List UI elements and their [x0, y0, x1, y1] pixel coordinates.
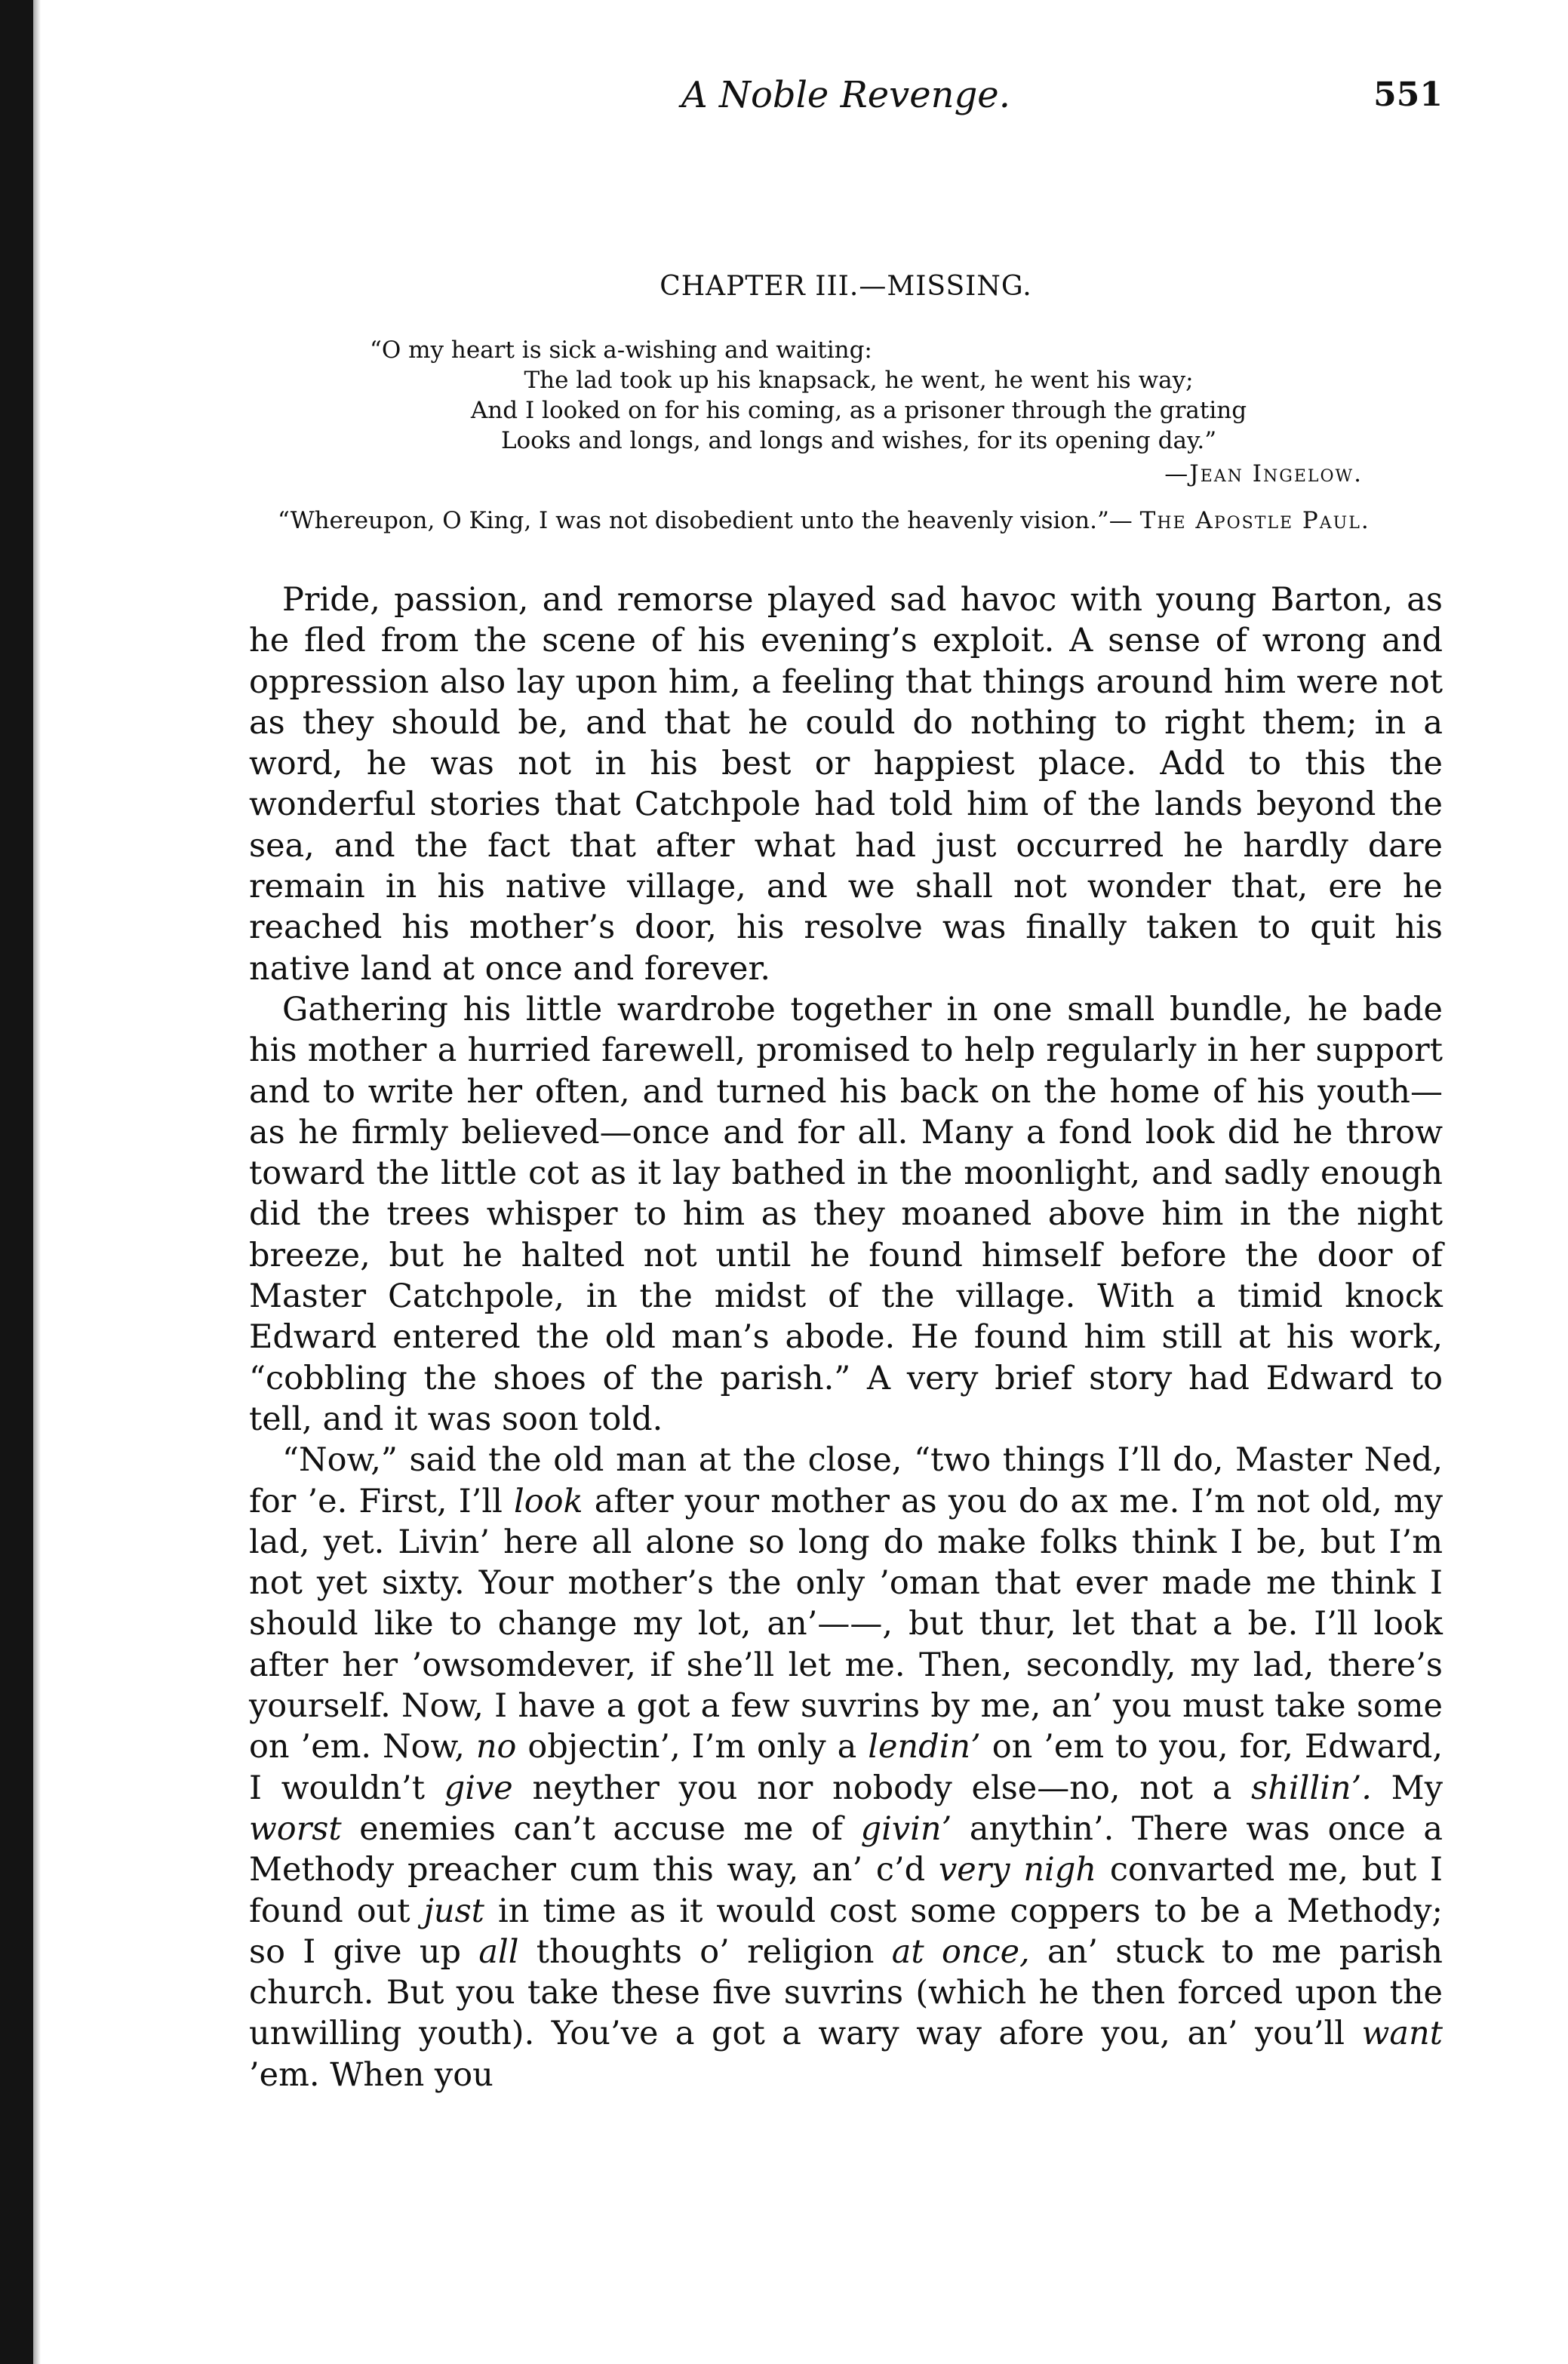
text-run: ’em. When you [249, 2055, 493, 2094]
italic-run: want [1361, 2015, 1443, 2053]
text-run: My [1371, 1769, 1443, 1807]
italic-run: no [475, 1728, 517, 1766]
text-run: objectin’, I’m only a [516, 1728, 869, 1766]
running-head [249, 72, 1443, 125]
epigraph-verse [355, 335, 1363, 489]
epigraph-scripture-quote: “Whereupon, O King, I was not disobedient unto the heavenly vision.”— [278, 507, 1133, 534]
epigraph-scripture [249, 506, 1443, 536]
chapter-heading: CHAPTER III.—MISSING. [659, 271, 1032, 302]
text-run: after your mother as you do ax me. I’m not old, my lad, yet. Livin’ here all alone so long do make folks think I be, but I’m not yet sixty. Your mother’s the only ’oman that ever made me think I should like to change my lot, an’——, but thur, let that a be. I’ll look after her ’owsomdever, if she’ll let me. Then, secondly, my lad, there’s yourself. Now, I have a got a few suvrins by me, an’ you must take some on ’em. Now, [249, 1482, 1443, 1766]
text-run: neyther you nor nobody else—no, not a [512, 1769, 1252, 1807]
book-binding-edge [0, 0, 33, 2364]
epigraph-line: And I looked on for his coming, as a prisoner through the grating [470, 397, 1247, 424]
epigraph-line: The lad took up his knapsack, he went, he went his way; [524, 367, 1194, 394]
text-run: enemies can’t accuse me of [341, 1809, 861, 1848]
italic-run: worst [249, 1809, 342, 1848]
italic-run: look [513, 1482, 583, 1520]
text-run: convarted me, but I found out [249, 1851, 1443, 1930]
epigraph-line: “O my heart is sick a-wishing and waiting: [370, 337, 872, 364]
text-run: thoughts o’ religion [518, 1932, 892, 1971]
italic-run: lendin’ [868, 1728, 981, 1766]
italic-run: at once, [891, 1932, 1030, 1971]
italic-run: give [444, 1769, 513, 1807]
epigraph-attribution: —Jean Ingelow. [1164, 460, 1363, 487]
epigraph-line: Looks and longs, and longs and wishes, for its opening day.” [500, 427, 1217, 454]
italic-run: all [478, 1932, 519, 1971]
italic-run: very nigh [938, 1851, 1097, 1889]
text-run: “Now,” said the old man at the close, “two things I’ll do, Master Ned, for ’e. First, I’ll [249, 1441, 1443, 1520]
italic-run: just [423, 1892, 484, 1930]
text-run: on ’em to you, for, Edward, I wouldn’t [249, 1728, 1443, 1807]
epigraph-scripture-attribution: The Apostle Paul. [1139, 507, 1370, 534]
text-run: an’ stuck to me parish church. But you take these five suvrins (which he then forced upon the unwilling youth). You’ve a got a wary way afore you, an’ you’ll [249, 1932, 1443, 2053]
text-run: in time as it would cost some coppers to be a Methody; so I give up [249, 1892, 1443, 1971]
page-number: 551 [1373, 75, 1443, 114]
chapter-body [249, 579, 1443, 2095]
italic-run: shillin’. [1251, 1769, 1372, 1807]
paragraph: Pride, passion, and remorse played sad havoc with young Barton, as he fled from the scene of his evening’s exploit. A sense of wrong and oppression also lay upon him, a feeling that things around him were not as they should be, and that he could do nothing to right them; in a word, he was not in his best or happiest place. Add to this the wonderful stories that Catchpole had told him of the lands beyond the sea, and the fact that after what had just occurred he hardly dare remain in his native village, and we shall not wonder that, ere he reached his mother’s door, his resolve was finally taken to quit his native land at once and forever. [249, 581, 1443, 988]
book-page [249, 72, 1443, 2095]
paragraph-dialogue [249, 1440, 1443, 2095]
running-title: A Noble Revenge. [681, 74, 1010, 116]
text-run: anythin’. There was once a Methody preacher cum this way, an’ c’d [249, 1809, 1443, 1889]
paragraph: Gathering his little wardrobe together in one small bundle, he bade his mother a hurried farewell, promised to help regularly in her support and to write her often, and turned his back on the home of his youth—as he firmly believed—once and for all. Many a fond look did he throw toward the little cot as it lay bathed in the moonlight, and sadly enough did the trees whisper to him as they moaned above him in the night breeze, but he halted not until he found himself before the door of Master Catchpole, in the midst of the village. With a timid knock Edward entered the old man’s abode. He found him still at his work, “cobbling the shoes of the parish.” A very brief story had Edward to tell, and it was soon told. [249, 990, 1443, 1438]
italic-run: givin’ [860, 1809, 952, 1848]
